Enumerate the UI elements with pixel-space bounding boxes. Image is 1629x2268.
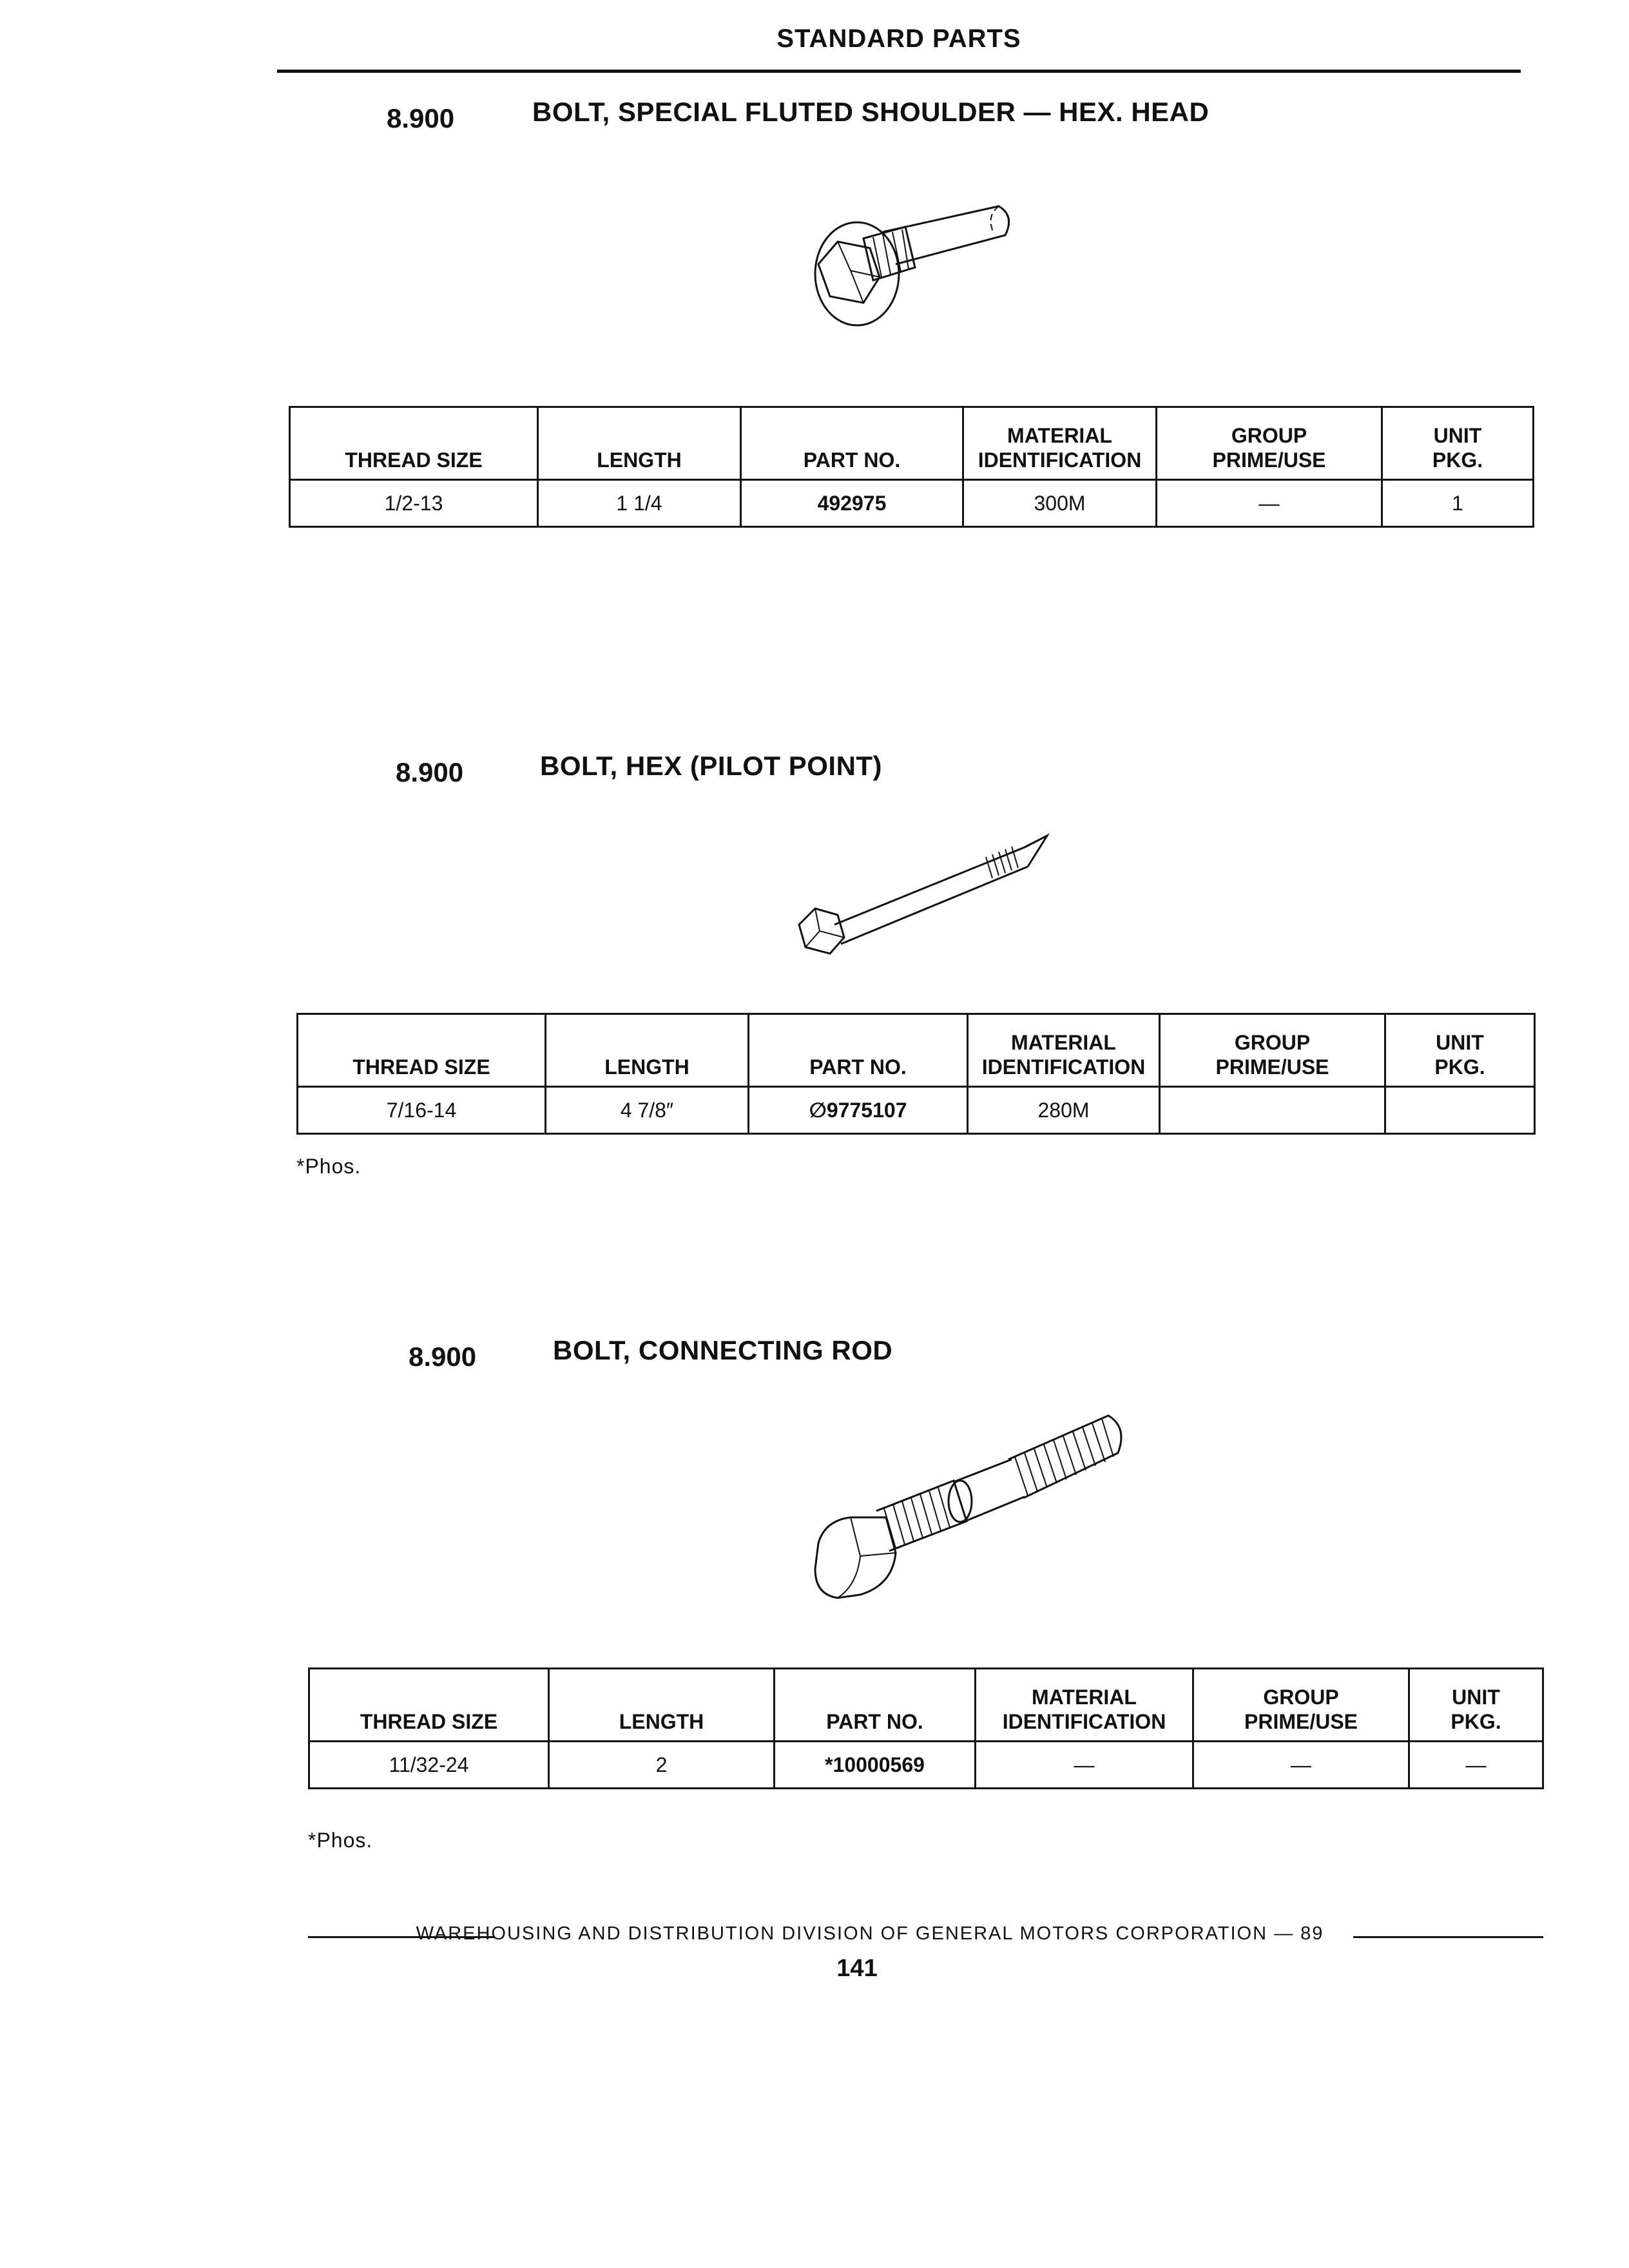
cell-unit-pkg: —	[1409, 1742, 1543, 1789]
cell-length: 4 7/8″	[546, 1087, 749, 1134]
section-2-title: BOLT, HEX (PILOT POINT)	[540, 751, 883, 781]
cell-group	[1160, 1087, 1385, 1134]
col-part-no: PART NO.	[749, 1014, 968, 1087]
col-group: GROUP PRIME/USE	[1160, 1014, 1385, 1087]
page-header: STANDARD PARTS	[776, 24, 1021, 53]
cell-material: —	[976, 1742, 1193, 1789]
col-group: GROUP PRIME/USE	[1193, 1669, 1409, 1742]
col-part-no: PART NO.	[775, 1669, 976, 1742]
cell-material: 300M	[963, 480, 1157, 527]
col-length: LENGTH	[549, 1669, 775, 1742]
section-3-title: BOLT, CONNECTING ROD	[553, 1335, 893, 1365]
table-row	[290, 480, 1534, 527]
connecting-rod-bolt-illustration	[780, 1401, 1134, 1620]
section-2-number: 8.900	[396, 757, 464, 787]
table-header-row	[290, 407, 1534, 480]
cell-group: —	[1157, 480, 1382, 527]
col-thread-size: THREAD SIZE	[290, 407, 538, 480]
cell-unit-pkg	[1385, 1087, 1535, 1134]
col-thread-size: THREAD SIZE	[309, 1669, 549, 1742]
pilot-point-hex-bolt-illustration	[780, 828, 1057, 983]
col-material: MATERIAL IDENTIFICATION	[976, 1669, 1193, 1742]
col-unit-pkg: UNIT PKG.	[1385, 1014, 1535, 1087]
fluted-shoulder-hex-bolt-illustration	[793, 187, 1037, 341]
cell-length: 2	[549, 1742, 775, 1789]
col-length: LENGTH	[546, 1014, 749, 1087]
cell-thread-size: 1/2-13	[290, 480, 538, 527]
section-3-footnote: *Phos.	[308, 1829, 373, 1852]
col-length: LENGTH	[538, 407, 741, 480]
page-number: 141	[836, 1955, 878, 1982]
section-3-number: 8.900	[409, 1341, 477, 1372]
parts-table-3	[308, 1667, 1544, 1789]
table-header-row	[309, 1669, 1543, 1742]
table-row	[309, 1742, 1543, 1789]
cell-part-no: ∅9775107	[749, 1087, 968, 1134]
section-1-number: 8.900	[387, 103, 455, 133]
footer-rule-right	[1353, 1936, 1543, 1938]
cell-length: 1 1/4	[538, 480, 741, 527]
col-unit-pkg: UNIT PKG.	[1382, 407, 1534, 480]
col-material: MATERIAL IDENTIFICATION	[968, 1014, 1160, 1087]
col-group: GROUP PRIME/USE	[1157, 407, 1382, 480]
col-part-no: PART NO.	[741, 407, 963, 480]
cell-material: 280M	[968, 1087, 1160, 1134]
col-unit-pkg: UNIT PKG.	[1409, 1669, 1543, 1742]
footer-text: WAREHOUSING AND DISTRIBUTION DIVISION OF GENERAL MOTORS CORPORATION — 89	[416, 1923, 1324, 1944]
col-thread-size: THREAD SIZE	[298, 1014, 546, 1087]
parts-table-1	[289, 406, 1534, 528]
header-rule	[277, 70, 1521, 73]
section-1-title: BOLT, SPECIAL FLUTED SHOULDER — HEX. HEAD	[532, 97, 1210, 127]
cell-part-no: 492975	[741, 480, 963, 527]
table-row	[298, 1087, 1535, 1134]
col-material: MATERIAL IDENTIFICATION	[963, 407, 1157, 480]
cell-part-no: *10000569	[775, 1742, 976, 1789]
cell-group: —	[1193, 1742, 1409, 1789]
table-header-row	[298, 1014, 1535, 1087]
cell-thread-size: 7/16-14	[298, 1087, 546, 1134]
section-2-footnote: *Phos.	[296, 1155, 361, 1178]
cell-thread-size: 11/32-24	[309, 1742, 549, 1789]
cell-unit-pkg: 1	[1382, 480, 1534, 527]
parts-table-2	[296, 1013, 1536, 1135]
